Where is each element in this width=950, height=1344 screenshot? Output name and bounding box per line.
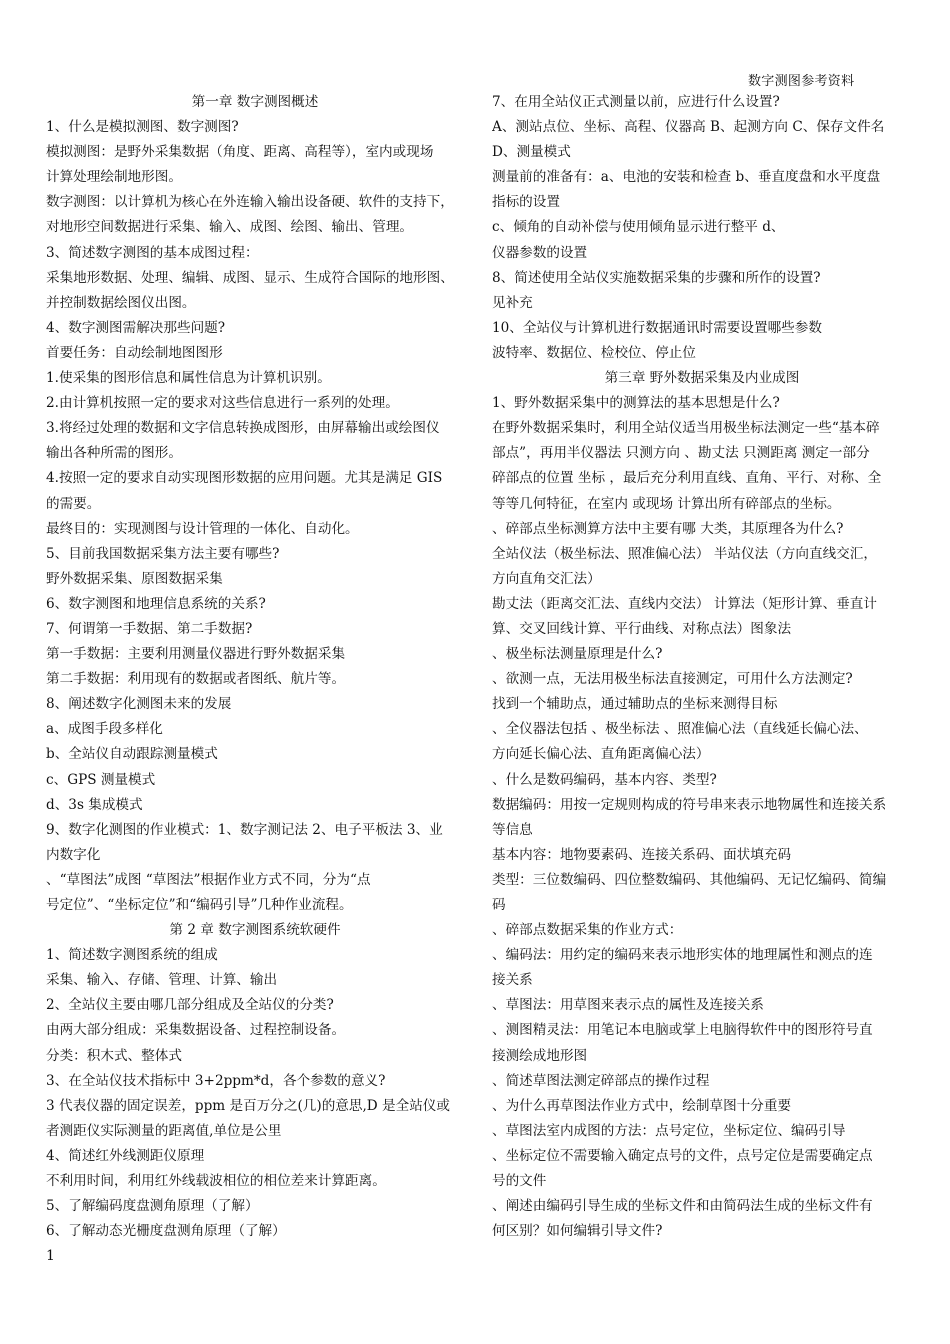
text-line: 、简述草图法测定碎部点的操作过程 <box>492 1072 710 1089</box>
text-line: 不利用时间，利用红外线载波相位的相位差来计算距离。 <box>46 1173 386 1190</box>
text-line: 指标的设置 <box>492 194 560 211</box>
text-line: 等信息 <box>492 821 533 838</box>
text-line: 、欲测一点，无法用极坐标法直接测定，可用什么方法测定? <box>492 671 853 688</box>
text-line: 全站仪法（极坐标法、照准偏心法） 半站仪法（方向直线交汇， <box>492 545 877 562</box>
text-line: 1.使采集的图形信息和属性信息为计算机识别。 <box>46 370 331 387</box>
text-line: c、倾角的自动补偿与使用倾角显示进行整平 d、 <box>492 219 785 236</box>
text-line: 输出各种所需的图形。 <box>46 445 182 462</box>
text-line: 对地形空间数据进行采集、输入、成图、绘图、输出、管理。 <box>46 219 414 236</box>
chapter-heading: 第一章 数字测图概述 <box>191 94 319 110</box>
text-line: 2、全站仪主要由哪几部分组成及全站仪的分类? <box>46 997 334 1014</box>
text-line: 、什么是数码编码，基本内容、类型? <box>492 771 717 788</box>
chapter-heading: 第三章 野外数据采集及内业成图 <box>604 370 800 387</box>
text-line: 1、野外数据采集中的测算法的基本思想是什么? <box>492 395 780 412</box>
text-line: 、测图精灵法：用笔记本电脑或掌上电脑得软件中的图形符号直 <box>492 1022 873 1039</box>
text-line: 7、在用全站仪正式测量以前，应进行什么设置? <box>492 94 780 110</box>
text-line: 号的文件 <box>492 1173 547 1190</box>
text-line: 由两大部分组成：采集数据设备、过程控制设备。 <box>46 1022 346 1039</box>
text-line: 2.由计算机按照一定的要求对这些信息进行一系列的处理。 <box>46 395 399 412</box>
text-line: 波特率、数据位、检校位、停止位 <box>492 344 696 361</box>
text-line: 首要任务：自动绘制地图图形 <box>46 344 223 361</box>
text-line: 1、什么是模拟测图、数字测图? <box>46 119 239 136</box>
text-line: 3、在全站仪技术指标中 3+2ppm*d，各个参数的意义? <box>46 1072 386 1089</box>
text-line: 采集地形数据、处理、编辑、成图、显示、生成符合国际的地形图、 <box>46 269 454 286</box>
text-line: 分类：积木式、整体式 <box>46 1047 182 1064</box>
text-line: 在野外数据采集时，利用全站仪适当用极坐标法测定一些“基本碎 <box>492 420 880 437</box>
text-line: 何区别？如何编辑引导文件? <box>492 1223 663 1240</box>
text-line: 1、简述数字测图系统的组成 <box>46 947 218 964</box>
text-line: 野外数据采集、原图数据采集 <box>46 570 223 587</box>
text-line: 第二手数据：利用现有的数据或者图纸、航片等。 <box>46 671 346 688</box>
text-line: 、编码法：用约定的编码来表示地形实体的地理属性和测点的连 <box>492 947 873 964</box>
text-line: 第一手数据：主要利用测量仪器进行野外数据采集 <box>46 646 346 663</box>
text-line: 接测绘成地形图 <box>492 1047 588 1064</box>
text-line: 的需要。 <box>46 495 101 512</box>
text-line: 码 <box>492 897 506 913</box>
text-line: 3、简述数字测图的基本成图过程： <box>46 244 259 261</box>
text-line: 数字测图：以计算机为核心在外连输入输出设备硬、软件的支持下， <box>46 194 454 211</box>
text-line: 找到一个辅助点，通过辅助点的坐标来测得目标 <box>492 696 778 713</box>
text-line: 等等几何特征，在室内 或现场 计算出所有碎部点的坐标。 <box>492 495 841 512</box>
text-line: 碎部点的位置 坐标 ，最后充分利用直线、直角、平行、对称、全 <box>492 470 882 487</box>
text-line: 10、全站仪与计算机进行数据通讯时需要设置哪些参数 <box>492 319 822 336</box>
text-line: 模拟测图：是野外采集数据（角度、距离、高程等），室内或现场 <box>46 144 434 161</box>
text-line: 仪器参数的设置 <box>492 244 588 261</box>
text-line: 并控制数据绘图仪出图。 <box>46 294 196 311</box>
text-line: 勘丈法（距离交汇法、直线内交法） 计算法（矩形计算、垂直计 <box>492 595 877 612</box>
text-line: 、“草图法”成图 “草图法”根据作业方式不同，分为“点 <box>46 871 371 888</box>
text-line: 接关系 <box>492 972 533 989</box>
text-line: 6、了解动态光栅度盘测角原理（了解） <box>46 1223 286 1240</box>
text-line: 方向直角交汇法） <box>492 570 601 587</box>
text-line: 8、阐述数字化测图未来的发展 <box>46 696 232 713</box>
text-line: d、3s 集成模式 <box>46 796 143 813</box>
text-line: 计算处理绘制地形图。 <box>46 169 182 186</box>
right-column <box>492 90 912 1244</box>
text-line: 者测距仪实际测量的距离值,单位是公里 <box>46 1122 282 1139</box>
text-line: 类型：三位数编码、四位整数编码、其他编码、无记忆编码、简编 <box>492 871 887 888</box>
left-column <box>46 90 464 1244</box>
text-line: 4、数字测图需解决那些问题? <box>46 319 226 336</box>
text-line: 5、了解编码度盘测角原理（了解） <box>46 1198 259 1215</box>
text-line: 、草图法室内成图的方法：点号定位，坐标定位、编码引导 <box>492 1122 846 1139</box>
text-line: 7、何谓第一手数据、第二手数据? <box>46 620 253 637</box>
text-line: 基本内容：地物要素码、连接关系码、面状填充码 <box>492 846 792 863</box>
page-header: 数字测图参考资料 <box>748 74 855 89</box>
text-line: 6、数字测图和地理信息系统的关系? <box>46 595 266 612</box>
text-line: 、坐标定位不需要输入确定点号的文件，点号定位是需要确定点 <box>492 1147 873 1164</box>
page-number: 1 <box>46 1248 55 1264</box>
text-line: 、阐述由编码引导生成的坐标文件和由简码法生成的坐标文件有 <box>492 1198 873 1215</box>
text-line: 9、数字化测图的作业模式：1、数字测记法 2、电子平板法 3、业 <box>46 821 443 838</box>
text-line: 最终目的：实现测图与设计管理的一体化、自动化。 <box>46 520 359 537</box>
text-line: a、成图手段多样化 <box>46 721 163 738</box>
text-line: 、极坐标法测量原理是什么? <box>492 646 663 663</box>
text-line: 采集、输入、存储、管理、计算、输出 <box>46 972 278 989</box>
text-line: 3 代表仪器的固定误差，ppm 是百万分之(几)的意思,D 是全站仪或 <box>46 1097 450 1114</box>
text-line: 部点”，再用半仪器法 只测方向 、勘丈法 只测距离 测定一部分 <box>492 445 870 462</box>
text-line: 、草图法：用草图来表示点的属性及连接关系 <box>492 997 764 1014</box>
text-line: 见补充 <box>492 294 533 311</box>
text-line: D、测量模式 <box>492 144 571 161</box>
text-line: 、碎部点数据采集的作业方式： <box>492 922 683 939</box>
text-line: c、GPS 测量模式 <box>46 771 156 788</box>
text-line: 、为什么再草图法作业方式中，绘制草图十分重要 <box>492 1097 792 1114</box>
text-line: 、碎部点坐标测算方法中主要有哪 大类，其原理各为什么? <box>492 520 844 537</box>
text-line: 测量前的准备有：a、电池的安装和检查 b、垂直度盘和水平度盘 <box>492 169 881 186</box>
text-line: 数据编码：用按一定规则构成的符号串来表示地物属性和连接关系 <box>492 796 887 813</box>
text-line: 4.按照一定的要求自动实现图形数据的应用问题。尤其是满足 GIS <box>46 470 443 487</box>
text-line: 算、交叉回线计算、平行曲线、对称点法）图象法 <box>492 620 792 637</box>
text-line: 内数字化 <box>46 846 101 863</box>
text-line: 方向延长偏心法、直角距离偏心法） <box>492 746 710 763</box>
text-line: 、全仪器法包括 、极坐标法 、照准偏心法（直线延长偏心法、 <box>492 721 868 738</box>
text-line: A、测站点位、坐标、高程、仪器高 B、起测方向 C、保存文件名 <box>492 119 885 136</box>
chapter-heading: 第 2 章 数字测图系统软硬件 <box>169 922 341 939</box>
text-line: 3.将经过处理的数据和文字信息转换成图形，由屏幕输出或绘图仪 <box>46 420 440 437</box>
text-line: b、全站仪自动跟踪测量模式 <box>46 746 218 763</box>
text-line: 号定位”、“坐标定位”和“编码引导”几种作业流程。 <box>46 897 353 913</box>
text-line: 4、简述红外线测距仪原理 <box>46 1147 205 1164</box>
text-line: 8、简述使用全站仪实施数据采集的步骤和所作的设置? <box>492 269 821 286</box>
text-line: 5、目前我国数据采集方法主要有哪些? <box>46 545 280 562</box>
